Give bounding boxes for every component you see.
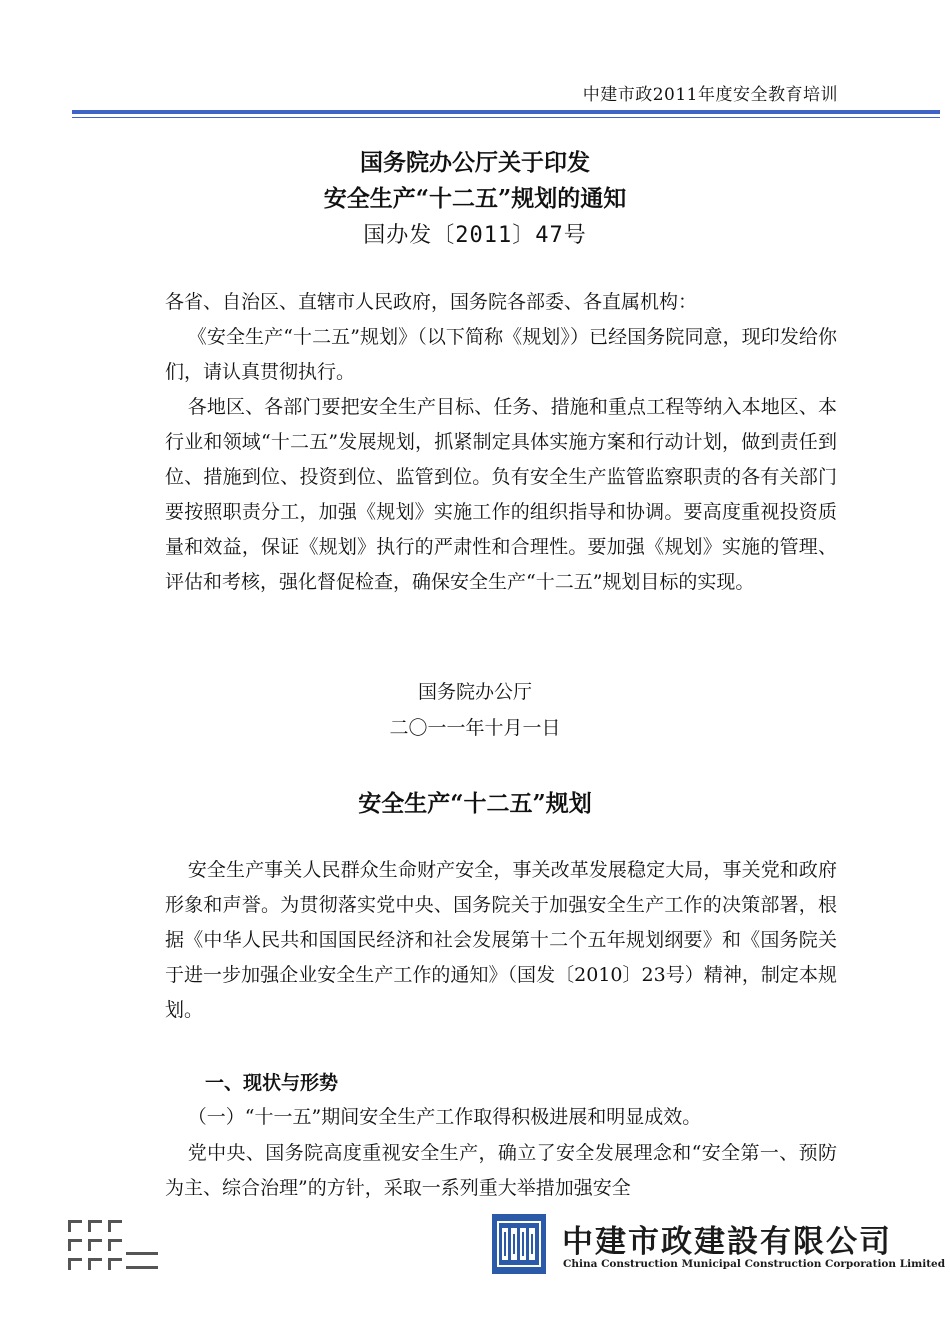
- subsection-heading: （一）“十一五”期间安全生产工作取得积极进展和明显成效。: [187, 1106, 702, 1128]
- notice-paragraph-1: 《安全生产“十二五”规划》（以下简称《规划》）已经国务院同意，现印发给你们，请认真贯彻执行。: [165, 326, 837, 383]
- company-name-cn: 中建市政建設有限公司: [562, 1224, 892, 1260]
- header-rule-thin: [72, 117, 940, 118]
- section-heading: 一、现状与形势: [205, 1072, 339, 1094]
- plan-title: 安全生产“十二五”规划: [358, 790, 592, 817]
- notice-title-line1: 国务院办公厅关于印发: [360, 149, 590, 176]
- company-name-en: China Construction Municipal Construction Corporation Limited: [563, 1258, 946, 1270]
- decorative-logo-left: [68, 1218, 160, 1278]
- notice-title-line2: 安全生产“十二五”规划的通知: [323, 185, 627, 212]
- running-header: 中建市政2011年度安全教育培训: [582, 85, 838, 105]
- company-logo: [492, 1214, 946, 1276]
- document-number: 国办发〔2011〕47号: [363, 223, 587, 248]
- header-rule-thick: [72, 110, 940, 114]
- cscec-logo-icon: [492, 1214, 546, 1274]
- signature-org: 国务院办公厅: [417, 681, 532, 703]
- plan-paragraph-partial: 党中央、国务院高度重视安全生产，确立了安全发展理念和“安全第一、预防为主、综合治理”的方针，采取一系列重大举措加强安全: [165, 1142, 837, 1199]
- plan-intro: 安全生产事关人民群众生命财产安全，事关改革发展稳定大局，事关党和政府形象和声誉。为贯彻落实党中央、国务院关于加强安全生产工作的决策部署，根据《中华人民共和国国民经济和社会发展第十二个五年规划纲要》和《国务院关于进一步加强企业安全生产工作的通知》（国发〔2010〕23号）精神，制定本规划。: [165, 859, 837, 1021]
- addressee: 各省、自治区、直辖市人民政府，国务院各部委、各直属机构：: [165, 291, 698, 313]
- notice-paragraph-2: 各地区、各部门要把安全生产目标、任务、措施和重点工程等纳入本地区、本行业和领域“十二五”发展规划，抓紧制定具体实施方案和行动计划，做到责任到位、措施到位、投资到位、监管到位。负有安全生产监管监察职责的各有关部门要按照职责分工，加强《规划》实施工作的组织指导和协调。要高度重视投资质量和效益，保证《规划》执行的严肃性和合理性。要加强《规划》实施的管理、评估和考核，强化督促检查，确保安全生产“十二五”规划目标的实现。: [165, 396, 837, 593]
- signature-date: 二〇一一年十月一日: [389, 717, 561, 739]
